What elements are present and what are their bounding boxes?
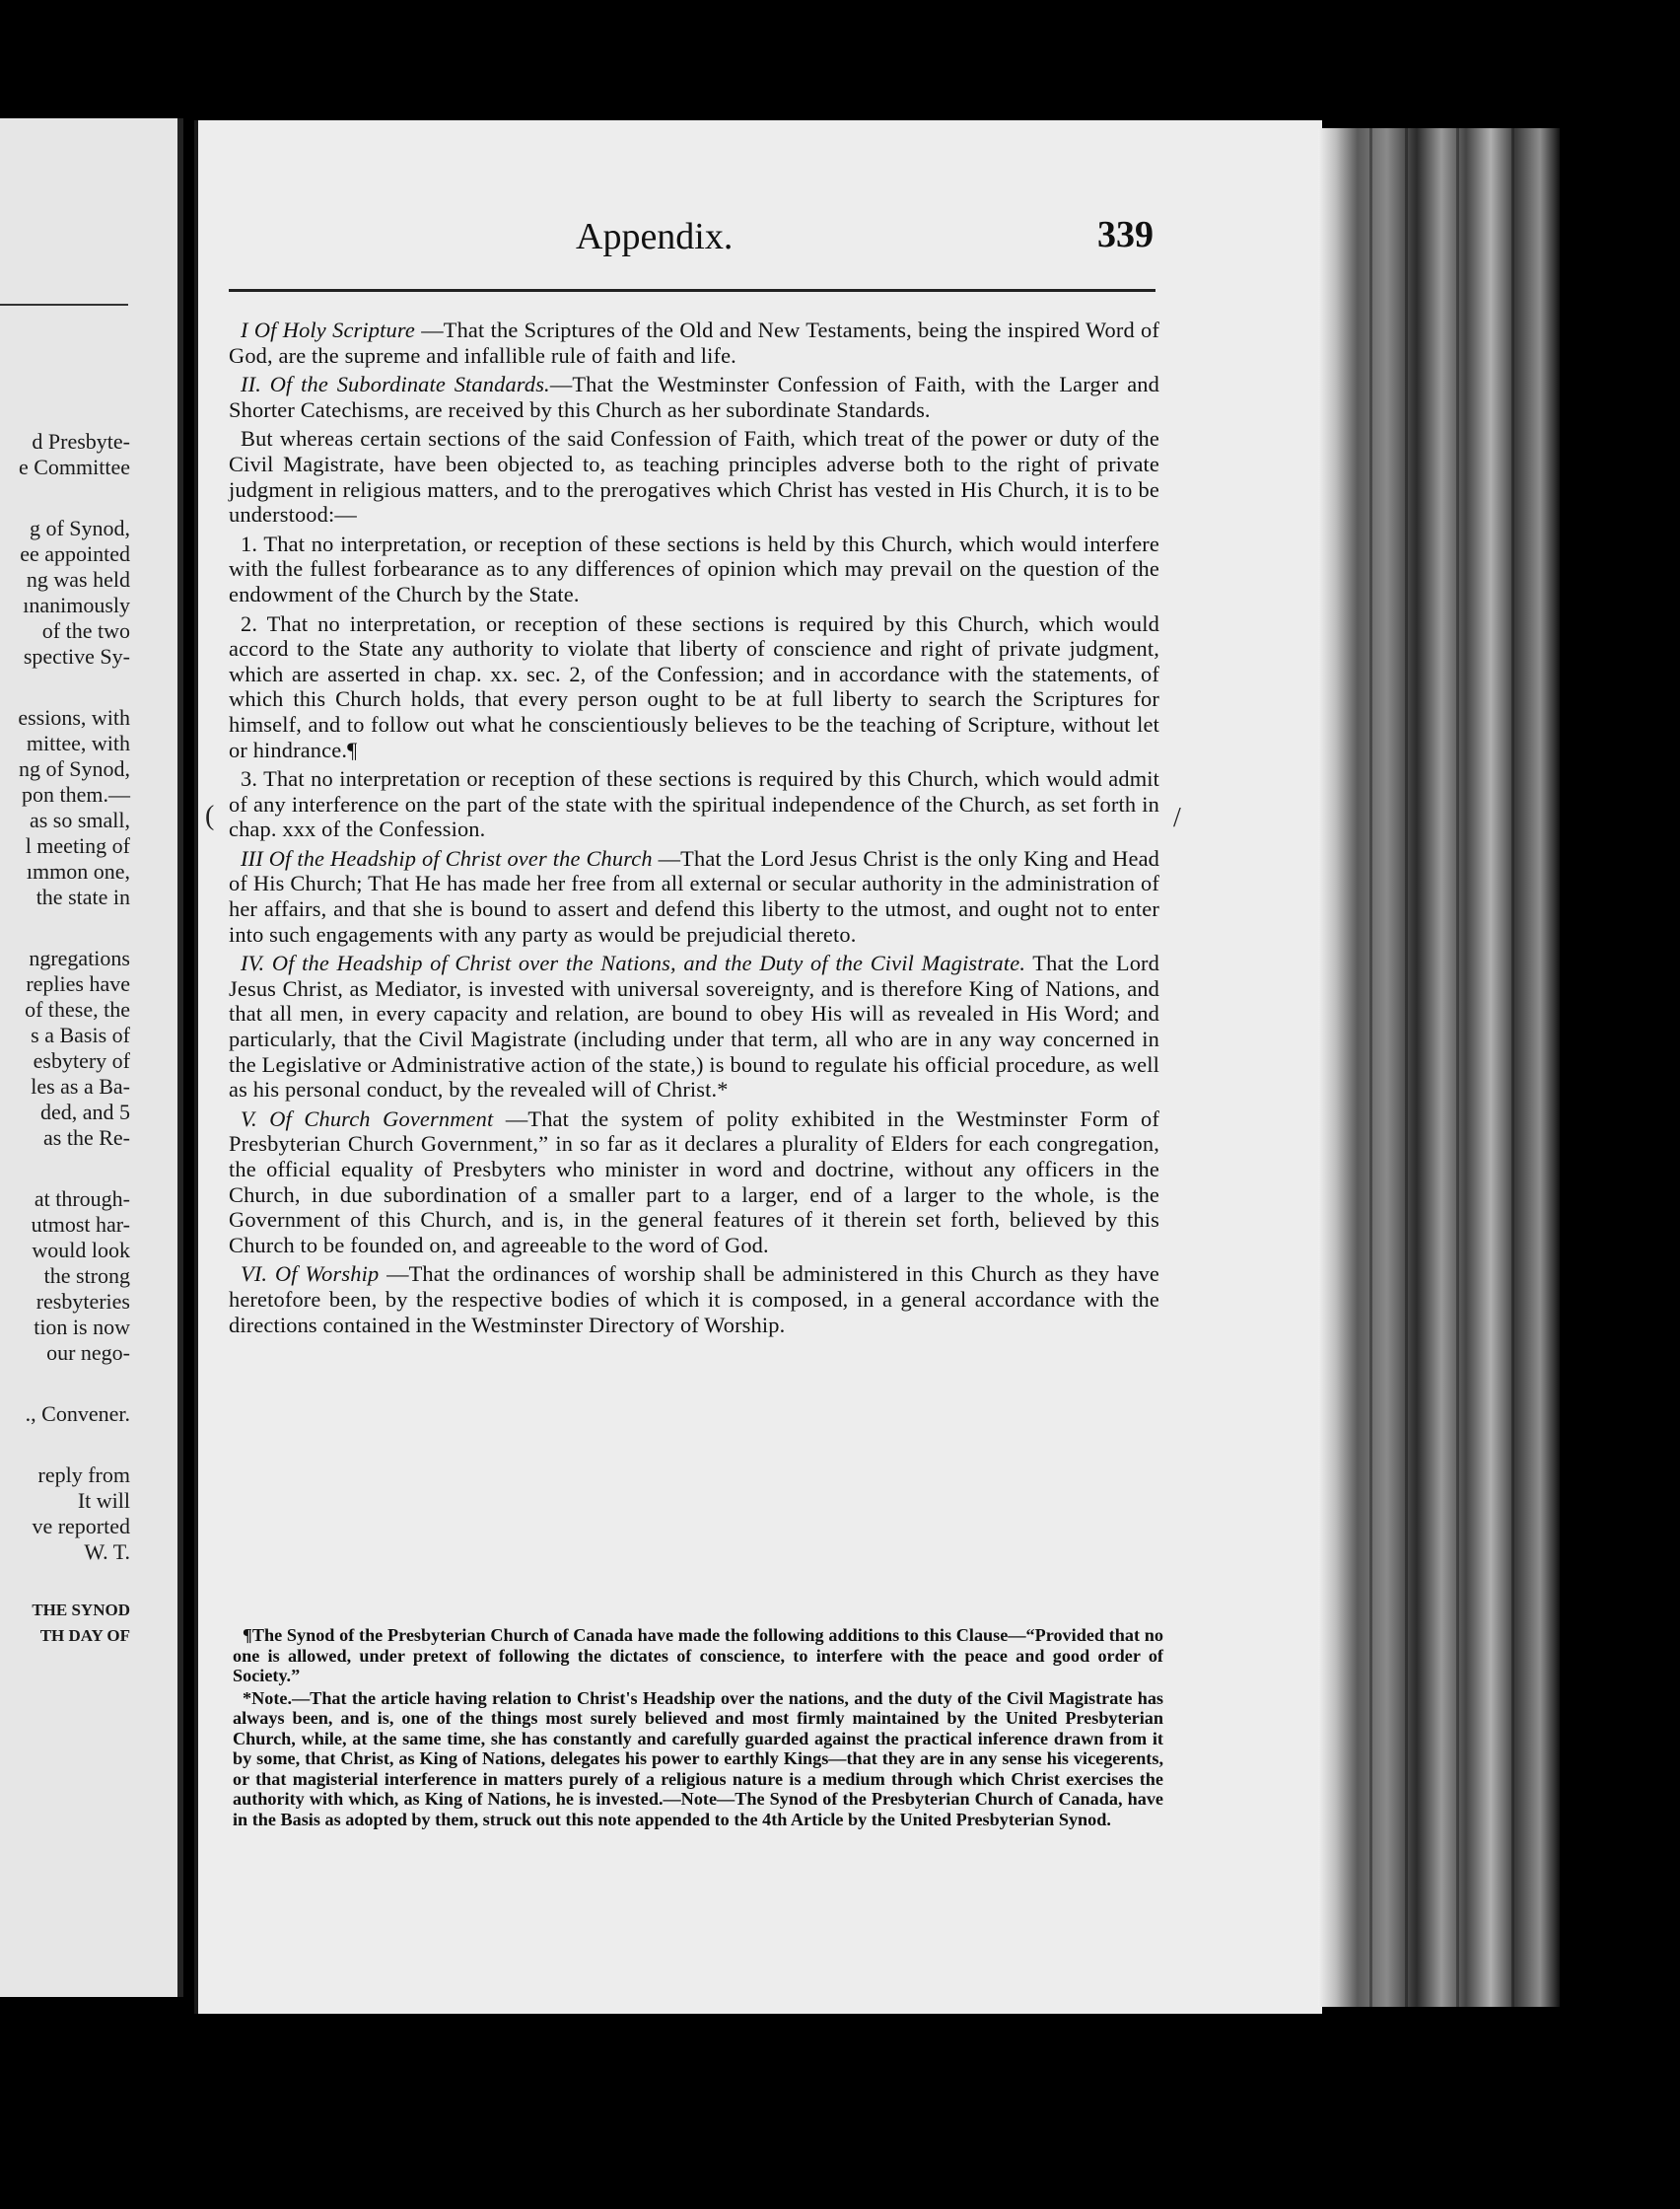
previous-page-text-fragment: our nego-: [46, 1340, 130, 1365]
previous-page-text-fragment: the strong: [43, 1263, 130, 1288]
paragraph: [229, 1261, 1159, 1337]
previous-page-text-fragment: e Committee: [18, 455, 130, 479]
previous-page-text-fragment: spective Sy-: [23, 644, 130, 669]
margin-bracket-mark: (: [205, 801, 215, 831]
section-heading: I Of Holy Scripture: [241, 318, 415, 342]
previous-page-text-fragment: ngregations: [29, 946, 130, 970]
paragraph: [229, 372, 1159, 422]
paragraph-text: But whereas certain sections of the said Confession of Faith, which treat of the power or duty of the Civil Magistrate, have been objected to, as teaching principles adverse both to the right of private judgment in religious matters, and to the prerogatives which Christ has vested in His Church, it is to be understood:—: [229, 426, 1159, 528]
previous-page-text-fragment: at through-: [34, 1186, 130, 1211]
section-heading: IV. Of the Headship of Christ over the Nations, and the Duty of the Civil Magistrate.: [241, 951, 1026, 976]
paragraph-text: —That the system of polity exhibited in the Westminster Form of Presbyterian Church Government,” in so far as it declares a plurality of Elders for each congregation, the official equality of Presbyters who minister in word and doctrine, without any officers in the Church, in due subordination of a smaller part to a larger, end of a larger to the whole, is the Government of this Church, and is, in the general features of it therein set forth, believed by this Church to be founded on, and agreeable to the word of God.: [229, 1105, 1159, 1257]
previous-page-text-fragment: It will: [77, 1488, 130, 1513]
paragraph: [229, 426, 1159, 527]
previous-page-text-fragment: les as a Ba-: [31, 1074, 130, 1099]
page-number: 339: [1097, 214, 1154, 255]
paragraph: [229, 766, 1159, 842]
paragraph-text: 3. That no interpretation or reception of these sections is required by this Church, which would admit of any interference on the part of the state with the spiritual independence of the Church, as set forth in chap. xxx of the Confession.: [229, 766, 1159, 842]
previous-page-text-fragment: g of Synod,: [29, 516, 130, 540]
previous-page-fragment: [0, 118, 183, 1997]
previous-page-text-fragment: as the Re-: [43, 1125, 130, 1150]
section-heading: II. Of the Subordinate Standards.: [241, 372, 550, 397]
previous-page-text-fragment: resbyteries: [35, 1289, 130, 1314]
previous-page-text-fragment: l meeting of: [25, 833, 130, 858]
previous-page-text-fragment: tion is now: [34, 1315, 130, 1339]
paragraph: [229, 1106, 1159, 1258]
paragraph-text: —That the Westminster Confession of Faith, with the Larger and Shorter Catechisms, are received by this Church as her subordinate Standards.: [229, 372, 1159, 422]
paragraph-text: That the Lord Jesus Christ, as Mediator, is invested with universal sovereignty, and is therefore King of Nations, and that all men, in every capacity and relation, are bound to obey His will as revealed in His Word; and particularly, that the Civil Magistrate (including under that term, all who are in any way concerned in the Legislative or Administrative action of the state,) is bound to regulate his official procedure, as well as his personal conduct, by the revealed will of Christ.*: [229, 951, 1159, 1103]
header-rule: [229, 289, 1155, 292]
previous-page-text-fragment: replies have: [26, 971, 130, 996]
margin-slash-mark: /: [1173, 803, 1181, 833]
paragraph: [229, 951, 1159, 1103]
previous-page-text-fragment: the state in: [35, 885, 130, 909]
previous-page-text-fragment: reply from: [37, 1462, 130, 1487]
paragraph: [229, 532, 1159, 607]
previous-page-text-fragment: d Presbyte-: [32, 429, 130, 454]
previous-page-text-fragment: ee appointed: [20, 541, 130, 566]
previous-page-text-fragment: s a Basis of: [31, 1023, 130, 1047]
paragraph-text: 2. That no interpretation, or reception of these sections is required by this Church, which would accord to the State any authority to violate that liberty of conscience and right of private judgment, which are asserted in chap. xx. sec. 2, of the Confession; and in accordance with the statements, of which this Church holds, that every person ought to be at full liberty to search the Scriptures for himself, and to follow out what he conscientiously believes to be the teaching of Scripture, without let or hindrance.¶: [229, 610, 1159, 762]
paragraph: [229, 846, 1159, 947]
previous-page-text-fragment: THE SYNOD: [32, 1601, 130, 1619]
previous-page-text-fragment: essions, with: [18, 705, 130, 730]
previous-page-text-fragment: ng of Synod,: [18, 756, 130, 781]
previous-page-text-fragment: mittee, with: [26, 731, 130, 755]
previous-page-text-fragment: ımmon one,: [26, 859, 130, 884]
footnote: *Note.—That the article having relation to Christ's Headship over the nations, and the duty of the Civil Magistrate has always been, and is, one of the things most surely believed and most firmly maintained by the United Presbyterian Church, while, at the same time, she has constantly and carefully guarded against the practical inference drawn from it by some, that Christ, as King of Nations, delegates his power to earthly Kings—that they are in any sense his vicegerents, or that magisterial interference in matters purely of a religious nature is a medium through which Christ exercises the authority with which, as King of Nations, he is invested.—Note—The Synod of the Presbyterian Church of Canada, have in the Basis as adopted by them, struck out this note appended to the 4th Article by the United Presbyterian Synod.: [233, 1687, 1163, 1829]
section-heading: III Of the Headship of Christ over the Church: [241, 845, 653, 871]
previous-page-text-fragment: TH DAY OF: [39, 1626, 130, 1645]
previous-page-text-fragment: esbytery of: [33, 1048, 130, 1073]
paragraph-text: 1. That no interpretation, or reception of these sections is held by this Church, which would interfere with the fullest forbearance as to any differences of opinion which may prevail on the question of the endowment of the Church by the State.: [229, 531, 1159, 606]
paragraph-text: —That the Lord Jesus Christ is the only King and Head of His Church; That He has made her free from all external or secular authority in the administration of her affairs, and that she is bound to assert and defend this liberty to the utmost, and ought not to enter into such engagements with any party as would be prejudicial thereto.: [229, 845, 1159, 947]
previous-page-rule: [0, 304, 128, 306]
previous-page-text-fragment: of the two: [41, 618, 130, 643]
previous-page-text-fragment: ınanimously: [23, 593, 130, 617]
previous-page-text-fragment: utmost har-: [31, 1212, 130, 1237]
previous-page-text-fragment: would look: [32, 1238, 130, 1262]
book-page-edges: [1318, 128, 1560, 2007]
previous-page-text-fragment: pon them.—: [22, 782, 130, 807]
page-title: Appendix.: [576, 216, 734, 257]
previous-page-text-fragment: of these, the: [25, 997, 130, 1022]
footnotes: [233, 1625, 1163, 1831]
previous-page-text-fragment: W. T.: [84, 1539, 130, 1564]
previous-page-text-fragment: ., Convener.: [25, 1401, 130, 1426]
previous-page-text-fragment: ng was held: [26, 567, 130, 592]
paragraph-text: —That the Scriptures of the Old and New Testaments, being the inspired Word of God, are the supreme and infallible rule of faith and life.: [229, 318, 1159, 368]
previous-page-text-fragment: ve reported: [32, 1514, 130, 1538]
section-heading: V. Of Church Government: [241, 1105, 494, 1131]
previous-page-text-fragment: as so small,: [29, 808, 130, 832]
paragraph: [229, 611, 1159, 763]
article-body: [229, 318, 1159, 1341]
section-heading: VI. Of Worship: [241, 1261, 380, 1287]
footnote: ¶The Synod of the Presbyterian Church of Canada have made the following additions to this Clause—“Provided that no one is allowed, under pretext of following the dictates of conscience, to interfere with the peace and good order of Society.”: [233, 1625, 1163, 1685]
paragraph-text: —That the ordinances of worship shall be administered in this Church as they have heretofore been, by the respective bodies of which it is composed, in a general accordance with the directions contained in the Westminster Directory of Worship.: [229, 1261, 1160, 1337]
previous-page-text-fragment: ded, and 5: [39, 1100, 130, 1124]
paragraph: [229, 318, 1159, 368]
